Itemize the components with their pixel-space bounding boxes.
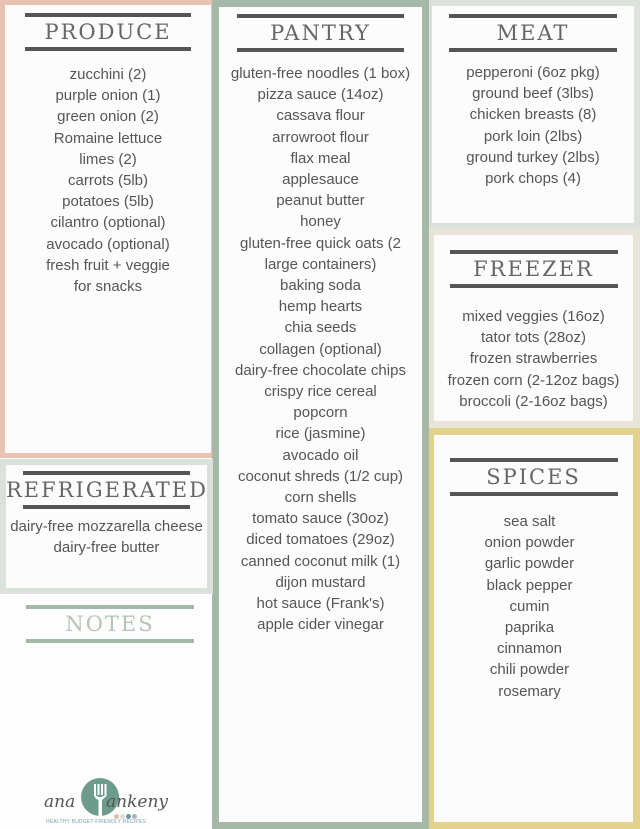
divider [25, 47, 191, 51]
spices-header [434, 458, 633, 496]
produce-section [0, 0, 214, 458]
list-item: hot sauce (Frank's) [256, 595, 385, 613]
pantry-section [212, 0, 429, 829]
logo-word-left: ana [44, 792, 76, 812]
list-item: chia seeds [284, 319, 357, 337]
list-item: pizza sauce (14oz) [257, 86, 384, 104]
list-item: apple cider vinegar [257, 616, 384, 634]
freezer-header [434, 250, 633, 288]
divider [237, 48, 404, 52]
list-item: garlic powder [484, 555, 575, 573]
divider [450, 284, 618, 288]
list-item: onion powder [484, 534, 575, 552]
list-item: tomato sauce (30oz) [252, 510, 389, 528]
list-item: Romaine lettuce [53, 129, 163, 147]
list-item: rosemary [498, 682, 561, 700]
list-item: chili powder [489, 661, 570, 679]
pantry-header [219, 14, 422, 52]
list-item: pork loin (2lbs) [483, 127, 583, 145]
list-item: coconut shreds (1/2 cup) [237, 467, 404, 485]
list-item: sea salt [503, 513, 556, 530]
meat-section [429, 0, 640, 229]
list-item: gluten-free noodles (1 box) [230, 65, 411, 82]
list-item: mixed veggies (16oz) [462, 308, 605, 325]
list-item: black pepper [486, 576, 573, 594]
logo-word-right: ankeny [106, 792, 168, 812]
list-item: pork chops (4) [485, 170, 581, 188]
divider [449, 48, 617, 52]
section-title: REFRIGERATED [6, 478, 208, 502]
brand-logo [44, 778, 168, 828]
list-item: zucchini (2) [69, 66, 147, 83]
list-item: rice (jasmine) [275, 425, 366, 443]
list-item: gluten-free quick oats (2 [240, 234, 401, 252]
list-item: collagen (optional) [259, 340, 382, 358]
refrigerated-section [0, 459, 213, 594]
section-title: SPICES [486, 465, 581, 489]
list-item: avocado oil [282, 446, 359, 464]
meat-header [432, 14, 634, 52]
list-item: tator tots (28oz) [480, 329, 587, 347]
pantry-list [219, 63, 422, 635]
divider [23, 505, 190, 509]
notes-area[interactable] [0, 640, 210, 770]
section-title: PANTRY [270, 21, 371, 45]
list-item: large containers) [264, 255, 377, 273]
refrigerated-list [0, 516, 213, 558]
list-item: cumin [509, 597, 550, 615]
list-item: frozen corn (2-12oz bags) [447, 371, 620, 389]
notes-header [26, 605, 194, 643]
list-item: baking soda [280, 277, 361, 295]
list-item: potatoes (5lb) [62, 193, 154, 211]
refrigerated-header [6, 471, 207, 509]
list-item: cilantro (optional) [50, 214, 166, 232]
section-title: FREEZER [473, 257, 594, 281]
list-item: pepperoni (6oz pkg) [466, 64, 600, 81]
notes-title: NOTES [65, 612, 155, 636]
list-item: diced tomatoes (29oz) [246, 531, 395, 549]
list-item: for snacks [73, 278, 143, 296]
logo-tagline: HEALTHY BUDGET-FRIENDLY RECIPES [46, 819, 147, 825]
list-item: honey [300, 213, 341, 231]
list-item: broccoli (2-16oz bags) [459, 392, 608, 410]
list-item: hemp hearts [278, 298, 363, 316]
list-item: dairy-free butter [53, 539, 160, 557]
section-title: PRODUCE [44, 20, 172, 44]
list-item: peanut butter [276, 192, 365, 210]
list-item: cassava flour [276, 107, 365, 125]
list-item: green onion (2) [57, 108, 159, 126]
list-item: purple onion (1) [55, 87, 161, 105]
list-item: crispy rice cereal [264, 383, 377, 401]
list-item: avocado (optional) [46, 235, 170, 253]
list-item: carrots (5lb) [67, 172, 149, 190]
divider [450, 492, 618, 496]
list-item: flax meal [290, 149, 351, 167]
spices-section [429, 428, 640, 829]
list-item: corn shells [284, 489, 357, 507]
list-item: chicken breasts (8) [469, 106, 597, 124]
list-item: limes (2) [79, 150, 137, 168]
produce-header [5, 13, 211, 51]
list-item: applesauce [282, 171, 359, 189]
list-item: popcorn [293, 404, 348, 422]
spices-list [434, 511, 625, 702]
meat-list [432, 62, 634, 189]
section-title: MEAT [496, 21, 570, 45]
freezer-section [429, 228, 640, 428]
list-item: dairy-free chocolate chips [235, 361, 406, 379]
freezer-list [428, 306, 639, 412]
list-item: dijon mustard [275, 573, 366, 591]
list-item: ground beef (3lbs) [472, 85, 594, 103]
list-item: ground turkey (2lbs) [466, 148, 600, 166]
list-item: dairy-free mozzarella cheese [10, 518, 203, 535]
list-item: cinnamon [496, 640, 563, 658]
produce-list [5, 64, 211, 297]
list-item: canned coconut milk (1) [240, 552, 401, 570]
list-item: paprika [504, 619, 555, 637]
list-item: frozen strawberries [469, 350, 598, 368]
list-item: fresh fruit + veggie [46, 256, 170, 274]
list-item: arrowroot flour [272, 128, 369, 146]
